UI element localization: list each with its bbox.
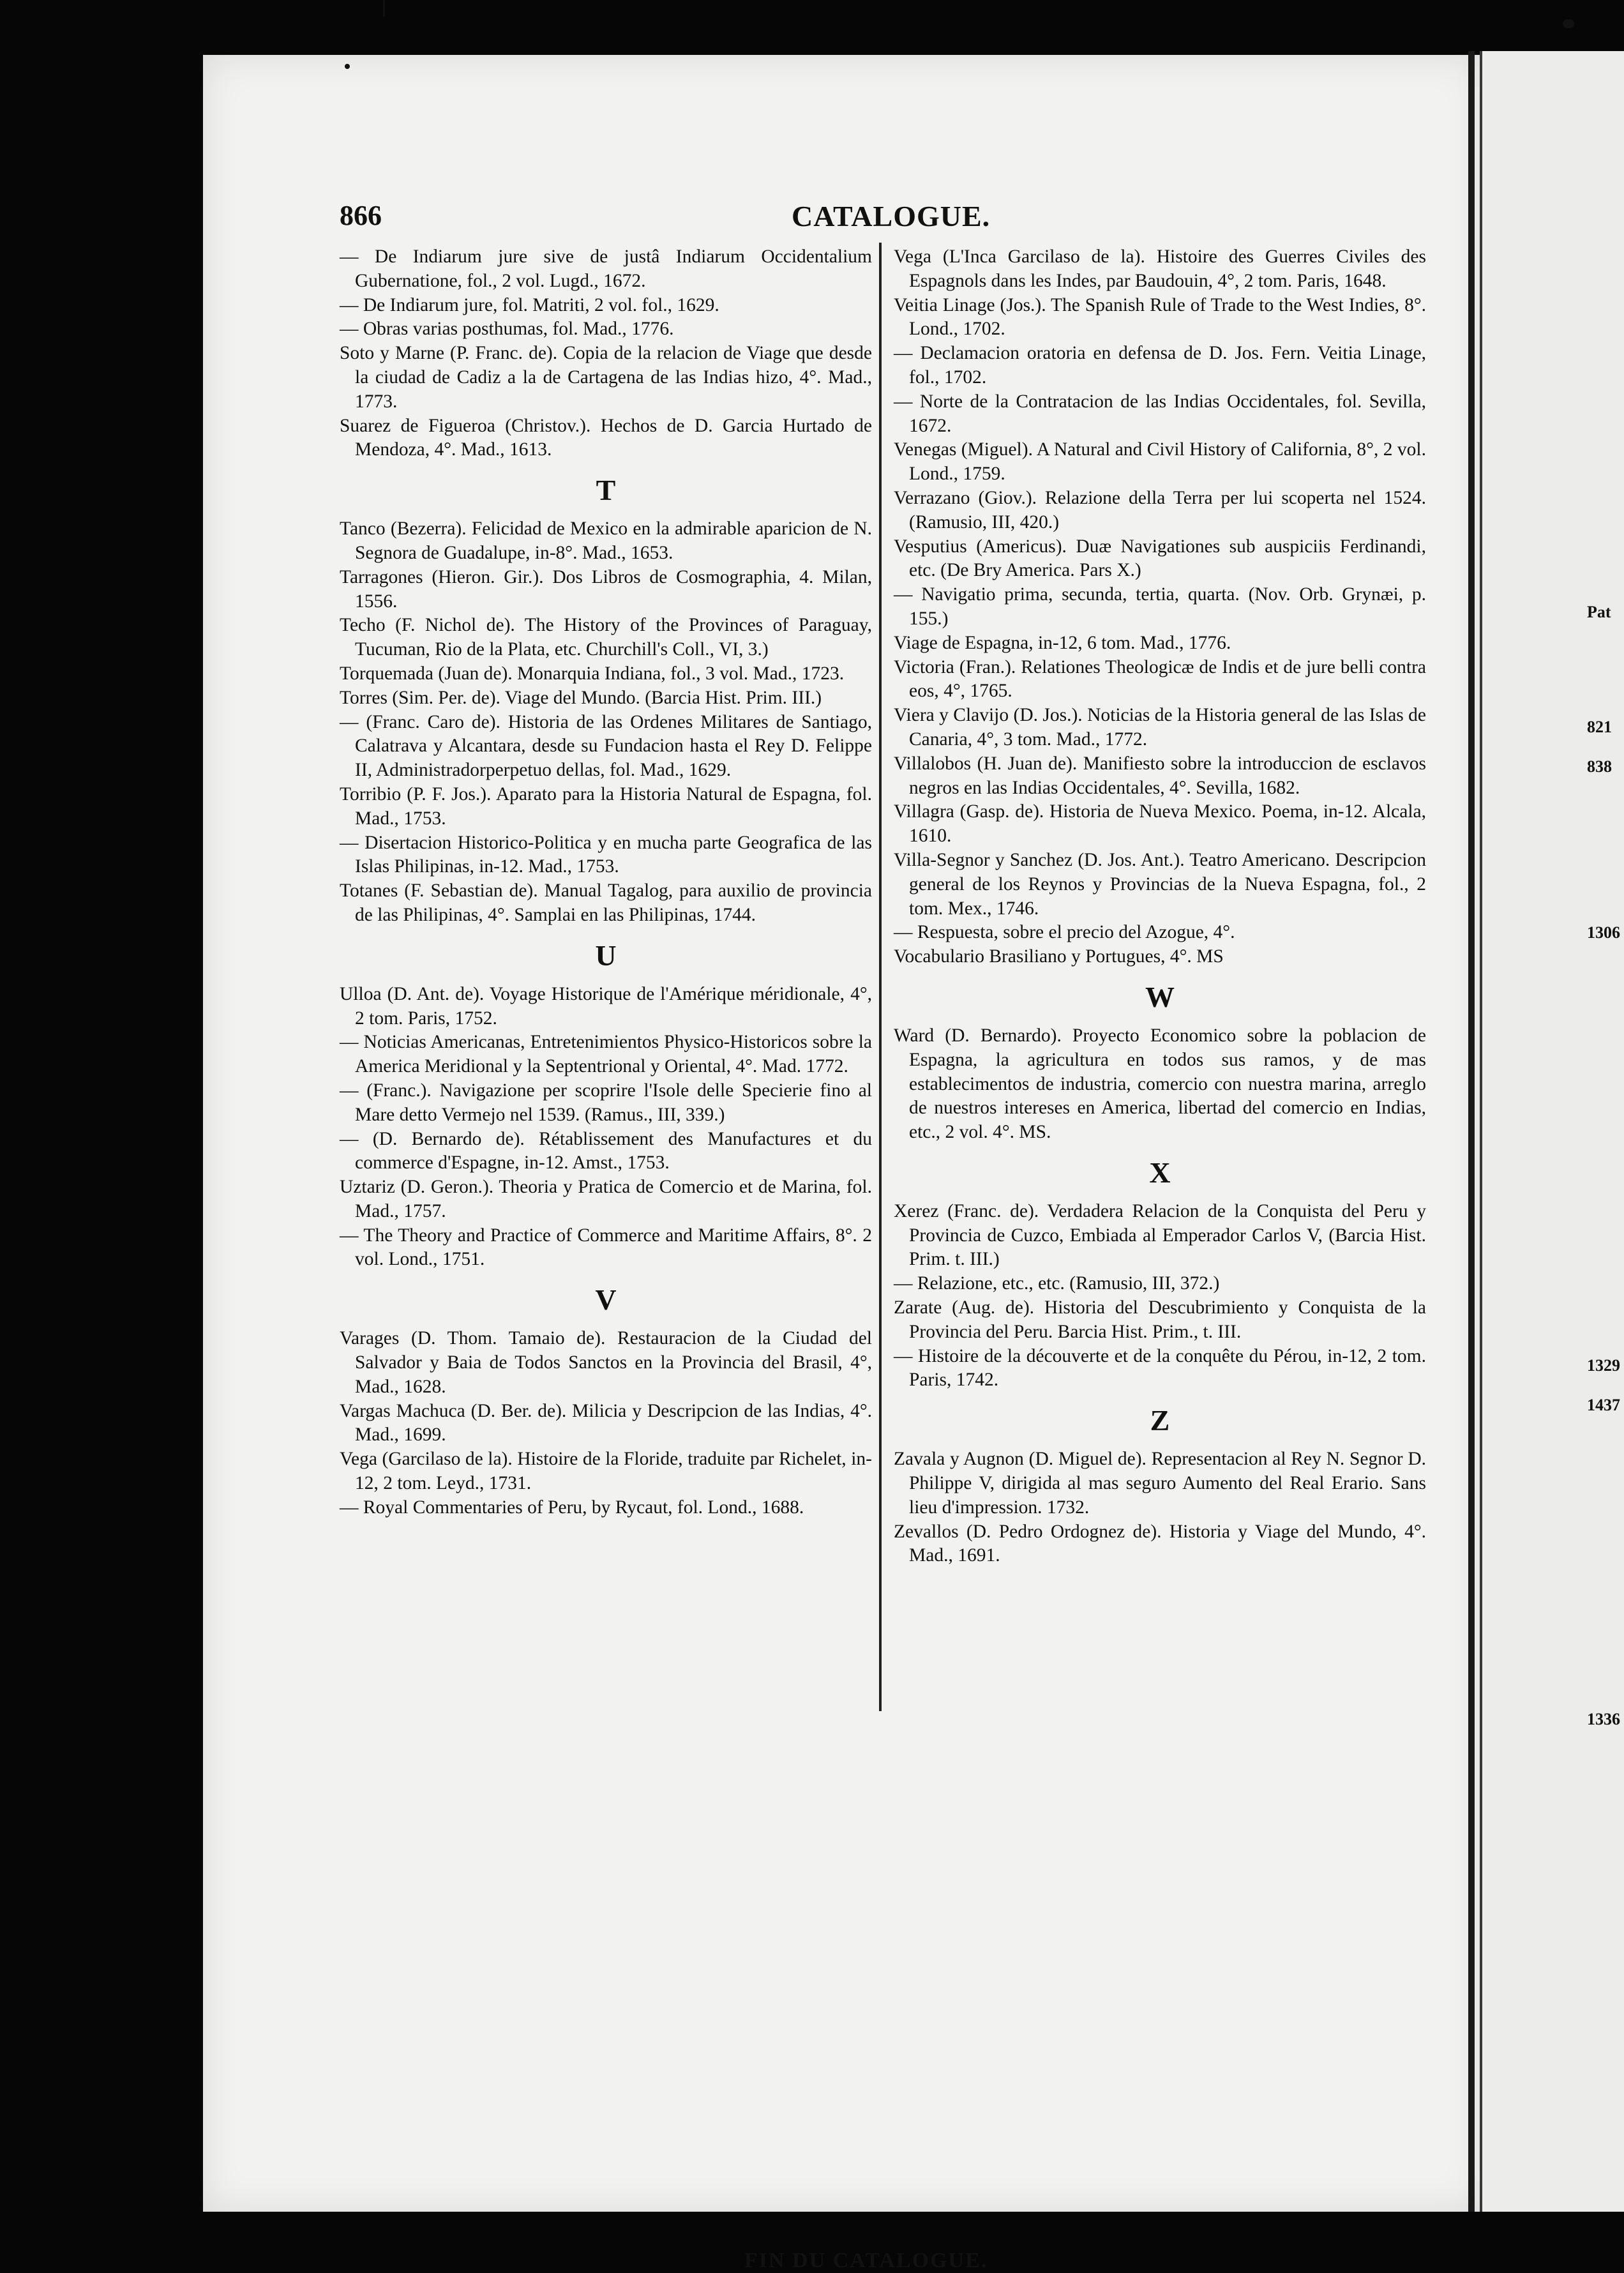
catalogue-entry: Zarate (Aug. de). Historia del Descubrimiento y Conquista de la Provincia del Peru. Barcia Hist. Prim., t. III.	[894, 1297, 1426, 1342]
page-header	[0, 199, 1624, 238]
section-letter: V	[595, 1283, 617, 1317]
column-divider	[879, 243, 882, 1711]
catalogue-entry: Vega (L'Inca Garcilaso de la). Histoire des Guerres Civiles des Espagnols dans les Indes, par Baudouin, 4°, 2 tom. Paris, 1648.	[894, 246, 1426, 291]
catalogue-entry: — Navigatio prima, secunda, tertia, quarta. (Nov. Orb. Grynæi, p. 155.)	[894, 584, 1426, 629]
catalogue-entry: Torribio (P. F. Jos.). Aparato para la Historia Natural de Espagna, fol. Mad., 1753.	[340, 783, 872, 829]
section-letter: W	[1145, 980, 1175, 1013]
catalogue-entry: Viera y Clavijo (D. Jos.). Noticias de la Historia general de las Islas de Canaria, 4°, 3 tom. Mad., 1772.	[894, 705, 1426, 750]
catalogue-entry: — De Indiarum jure sive de justâ Indiarum Occidentalium Gubernatione, fol., 2 vol. Lugd., 1672.	[340, 246, 872, 291]
right-column	[894, 245, 1426, 1568]
margin-fragment: 1306	[1587, 923, 1620, 942]
section-letter: U	[595, 939, 617, 972]
margin-fragment: Pat	[1587, 603, 1611, 621]
margin-fragment: 1336	[1587, 1710, 1620, 1728]
section-letter: X	[1149, 1156, 1171, 1189]
catalogue-entry: Torquemada (Juan de). Monarquia Indiana, fol., 3 vol. Mad., 1723.	[340, 663, 845, 684]
catalogue-entry: — (Franc. Caro de). Historia de las Ordenes Militares de Santiago, Calatrava y Alcantara, desde su Fundacion hasta el Rey D. Felippe II, Administradorperpetuo dellas, fol. Mad., 1629.	[340, 711, 872, 781]
catalogue-entry: — (Franc.). Navigazione per scoprire l'Isole delle Specierie fino al Mare detto Vermejo nel 1539. (Ramus., III, 339.)	[340, 1080, 872, 1125]
section-letter: Z	[1150, 1404, 1170, 1437]
catalogue-entry: Villalobos (H. Juan de). Manifiesto sobre la introduccion de esclavos negros en las Indias Occidentales, 4°. Sevilla, 1682.	[894, 753, 1426, 798]
running-title: CATALOGUE.	[792, 200, 991, 232]
catalogue-entry: Suarez de Figueroa (Christov.). Hechos de D. Garcia Hurtado de Mendoza, 4°. Mad., 1613.	[340, 415, 872, 460]
catalogue-entry: — The Theory and Practice of Commerce and Maritime Affairs, 8°. 2 vol. Lond., 1751.	[340, 1225, 872, 1270]
catalogue-entry: — De Indiarum jure, fol. Matriti, 2 vol. fol., 1629.	[340, 294, 719, 315]
catalogue-entry: Verrazano (Giov.). Relazione della Terra per lui scoperta nel 1524. (Ramusio, III, 420.)	[894, 487, 1426, 532]
catalogue-entry: Venegas (Miguel). A Natural and Civil History of California, 8°, 2 vol. Lond., 1759.	[894, 439, 1426, 485]
catalogue-entry: — Relazione, etc., etc. (Ramusio, III, 372.)	[894, 1273, 1220, 1294]
catalogue-entry: — Royal Commentaries of Peru, by Rycaut, fol. Lond., 1688.	[340, 1497, 804, 1518]
catalogue-entry: Xerez (Franc. de). Verdadera Relacion de la Conquista del Peru y Provincia de Cuzco, Embiada al Emperador Carlos V, (Barcia Hist. Prim. t. III.)	[894, 1200, 1426, 1270]
catalogue-entry: — Respuesta, sobre el precio del Azogue, 4°.	[894, 922, 1235, 943]
catalogue-entry: Viage de Espagna, in-12, 6 tom. Mad., 1776.	[894, 632, 1231, 653]
catalogue-entry: Victoria (Fran.). Relationes Theologicæ de Indis et de jure belli contra eos, 4°, 1765.	[894, 656, 1426, 702]
catalogue-entry: Zevallos (D. Pedro Ordognez de). Historia y Viage del Mundo, 4°. Mad., 1691.	[894, 1521, 1426, 1566]
left-column	[340, 245, 872, 1520]
margin-fragment: 1437	[1587, 1396, 1620, 1414]
facing-page-edge	[1482, 51, 1624, 2212]
catalogue-entry: Villagra (Gasp. de). Historia de Nueva Mexico. Poema, in-12. Alcala, 1610.	[894, 801, 1426, 847]
catalogue-entry: Vesputius (Americus). Duæ Navigationes sub auspiciis Ferdinandi, etc. (De Bry America. Pars X.)	[894, 536, 1426, 581]
catalogue-entry: Totanes (F. Sebastian de). Manual Tagalog, para auxilio de provincia de las Philipinas, 4°. Samplai en las Philipinas, 1744.	[340, 880, 872, 925]
catalogue-entry: Tarragones (Hieron. Gir.). Dos Libros de Cosmographia, 4. Milan, 1556.	[340, 566, 872, 612]
catalogue-entry: Veitia Linage (Jos.). The Spanish Rule of Trade to the West Indies, 8°. Lond., 1702.	[894, 294, 1426, 340]
catalogue-entry: Uztariz (D. Geron.). Theoria y Pratica de Comercio et de Marina, fol. Mad., 1757.	[340, 1177, 872, 1221]
catalogue-entry: — Declamacion oratoria en defensa de D. Jos. Fern. Veitia Linage, fol., 1702.	[894, 343, 1426, 388]
catalogue-entry: Ulloa (D. Ant. de). Voyage Historique de l'Amérique méridionale, 4°, 2 tom. Paris, 1752.	[340, 983, 872, 1029]
catalogue-entry: Villa-Segnor y Sanchez (D. Jos. Ant.). Teatro Americano. Descripcion general de los Reynos y Provincias de la Nueva Espagna, fol., 2 tom. Mex., 1746.	[894, 849, 1426, 919]
margin-fragment: 838	[1587, 757, 1612, 776]
catalogue-entry: — Noticias Americanas, Entretenimientos Physico-Historicos sobre la America Meridional y la Septentrional y Oriental, 4°. Mad. 1772.	[340, 1032, 872, 1077]
scan-mark	[1563, 19, 1574, 28]
catalogue-entry: Zavala y Augnon (D. Miguel de). Representacion al Rey N. Segnor D. Philippe V, dirigida al mas seguro Aumento del Real Erario. Sans lieu d'impression. 1732.	[894, 1449, 1426, 1518]
scan-mark	[345, 64, 350, 69]
page-fold-shadow	[1468, 51, 1475, 2212]
catalogue-entry: Torres (Sim. Per. de). Viage del Mundo. (Barcia Hist. Prim. III.)	[340, 687, 822, 708]
catalogue-entry: Vocabulario Brasiliano y Portugues, 4°. MS	[894, 946, 1224, 967]
scan-mark	[383, 0, 385, 17]
catalogue-entry: — Obras varias posthumas, fol. Mad., 1776.	[340, 319, 674, 340]
page-number: 866	[340, 200, 382, 231]
catalogue-entry: Soto y Marne (P. Franc. de). Copia de la relacion de Viage que desde la ciudad de Cadiz a la de Cartagena de las Indias hizo, 4°. Mad., 1773.	[340, 343, 872, 412]
catalogue-entry: Ward (D. Bernardo). Proyecto Economico sobre la poblacion de Espagna, la agricultura en todos sus ramos, y de mas establecimentos de industria, comercio con nuestra marina, arreglo de nuestros intereses en America, libertad del comercio en Indias, etc., 2 vol. 4°. MS.	[894, 1025, 1426, 1143]
catalogue-entry: — Norte de la Contratacion de las Indias Occidentales, fol. Sevilla, 1672.	[894, 391, 1426, 436]
catalogue-entry: Techo (F. Nichol de). The History of the Provinces of Paraguay, Tucuman, Rio de la Plata, etc. Churchill's Coll., VI, 3.)	[340, 615, 872, 660]
section-letter: T	[596, 474, 616, 507]
catalogue-entry: Varages (D. Thom. Tamaio de). Restauracion de la Ciudad del Salvador y Baia de Todos Sanctos en la Provincia del Brasil, 4°, Mad., 1628.	[340, 1328, 872, 1397]
margin-fragment: 1329	[1587, 1356, 1620, 1375]
end-of-catalogue: FIN DU CATALOGUE.	[744, 2249, 988, 2272]
margin-fragment: 821	[1587, 718, 1612, 736]
catalogue-entry: — Disertacion Historico-Politica y en mucha parte Geografica de las Islas Philipinas, in-12. Mad., 1753.	[340, 832, 872, 877]
catalogue-entry: Vega (Garcilaso de la). Histoire de la Floride, traduite par Richelet, in-12, 2 tom. Leyd., 1731.	[340, 1449, 872, 1494]
catalogue-entry: — (D. Bernardo de). Rétablissement des Manufactures et du commerce d'Espagne, in-12. Amst., 1753.	[340, 1128, 872, 1174]
catalogue-entry: — Histoire de la découverte et de la conquête du Pérou, in-12, 2 tom. Paris, 1742.	[894, 1345, 1426, 1391]
catalogue-entry: Tanco (Bezerra). Felicidad de Mexico en la admirable aparicion de N. Segnora de Guadalupe, in-8°. Mad., 1653.	[340, 518, 872, 563]
catalogue-entry: Vargas Machuca (D. Ber. de). Milicia y Descripcion de las Indias, 4°. Mad., 1699.	[340, 1400, 872, 1446]
